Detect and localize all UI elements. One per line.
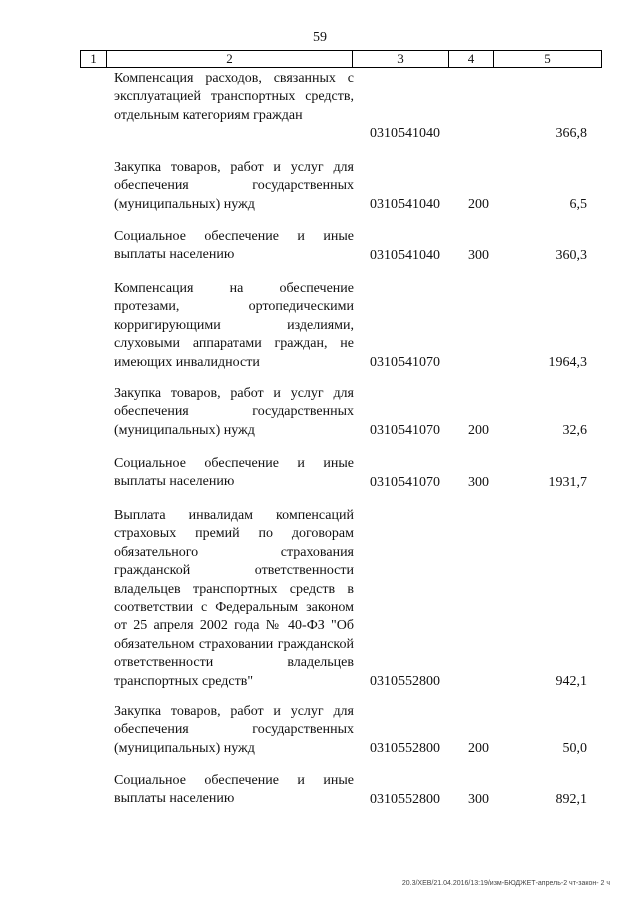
row-amount: 360,3 bbox=[555, 247, 587, 263]
row-code: 0310541040 bbox=[370, 247, 440, 263]
column-header-1: 1 bbox=[81, 51, 107, 67]
row-code: 0310541070 bbox=[370, 354, 440, 370]
table-row bbox=[0, 159, 640, 214]
row-description: Закупка товаров, работ и услуг для обеспечения государственных (муниципальных) нужд bbox=[114, 160, 354, 212]
row-description: Компенсация расходов, связанных с эксплуатацией транспортных средств, отдельным категориям граждан bbox=[114, 71, 354, 123]
row-amount: 6,5 bbox=[569, 196, 587, 212]
row-code: 0310541070 bbox=[370, 422, 440, 438]
row-amount: 366,8 bbox=[555, 125, 587, 141]
row-code: 0310541040 bbox=[370, 196, 440, 212]
row-description: Компенсация на обеспечение протезами, ортопедическими корригирующими изделиями, слуховыми аппаратами граждан, не имеющих инвалидности bbox=[114, 281, 354, 370]
table-row bbox=[0, 455, 640, 492]
page-number: 59 bbox=[313, 30, 327, 45]
table-row bbox=[0, 703, 640, 758]
row-amount: 50,0 bbox=[562, 740, 587, 756]
row-expense-type: 200 bbox=[468, 740, 489, 756]
table-row bbox=[0, 228, 640, 265]
row-amount: 32,6 bbox=[562, 422, 587, 438]
table-row bbox=[0, 70, 640, 143]
footer-file-reference: 20.3/ХЕВ/21.04.2016/13:19/изм-БЮДЖЕТ-апрель-2 чт-закон- 2 ч bbox=[401, 880, 610, 887]
row-amount: 942,1 bbox=[555, 673, 587, 689]
column-header-4: 4 bbox=[449, 51, 494, 67]
row-expense-type: 200 bbox=[468, 422, 489, 438]
row-description: Социальное обеспечение и иные выплаты населению bbox=[114, 456, 354, 490]
row-code: 0310541070 bbox=[370, 474, 440, 490]
row-description: Закупка товаров, работ и услуг для обеспечения государственных (муниципальных) нужд bbox=[114, 386, 354, 438]
row-code: 0310552800 bbox=[370, 791, 440, 807]
table-row bbox=[0, 280, 640, 372]
row-expense-type: 300 bbox=[468, 791, 489, 807]
row-amount: 892,1 bbox=[555, 791, 587, 807]
row-description: Выплата инвалидам компенсаций страховых премий по договорам обязательного страхования гражданской ответственности владельцев транспортных средств в соответствии с Федеральным законом от 25 апреля 2002 года № 40-ФЗ "Об обязательном страховании гражданской ответственности владельцев транспортных средств" bbox=[114, 508, 354, 689]
row-description: Социальное обеспечение и иные выплаты населению bbox=[114, 229, 354, 263]
table-header bbox=[80, 50, 602, 68]
row-description: Закупка товаров, работ и услуг для обеспечения государственных (муниципальных) нужд bbox=[114, 704, 354, 756]
column-header-2: 2 bbox=[107, 51, 353, 67]
table-row bbox=[0, 385, 640, 440]
row-expense-type: 200 bbox=[468, 196, 489, 212]
table-row bbox=[0, 772, 640, 809]
row-code: 0310541040 bbox=[370, 125, 440, 141]
row-expense-type: 300 bbox=[468, 247, 489, 263]
row-code: 0310552800 bbox=[370, 673, 440, 689]
column-header-5: 5 bbox=[544, 51, 551, 66]
row-amount: 1964,3 bbox=[548, 354, 587, 370]
row-expense-type: 300 bbox=[468, 474, 489, 490]
row-description: Социальное обеспечение и иные выплаты населению bbox=[114, 773, 354, 807]
table-row bbox=[0, 507, 640, 691]
row-amount: 1931,7 bbox=[548, 474, 587, 490]
row-code: 0310552800 bbox=[370, 740, 440, 756]
column-header-3: 3 bbox=[353, 51, 449, 67]
